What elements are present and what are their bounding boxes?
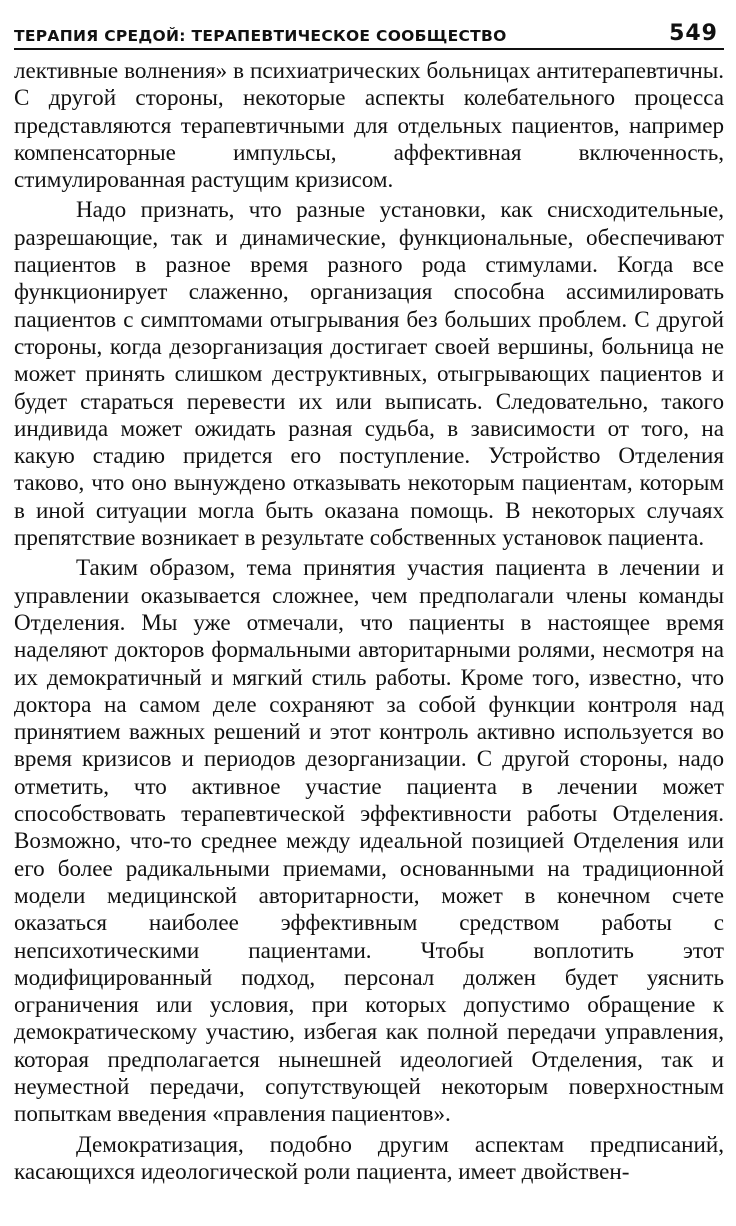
running-title: ТЕРАПИЯ СРЕДОЙ: ТЕРАПЕВТИЧЕСКОЕ СООБЩЕСТВО xyxy=(14,27,507,45)
paragraph-continued: лективные волнения» в психиатрических больницах антитерапевтичны. С другой стороны, некоторые аспекты колебательного процесса представляются терапевтичными для отдельных пациентов, например компенсаторные импульсы, аффективная включенность, стимулированная растущим кризисом. xyxy=(14,57,724,193)
page-number: 549 xyxy=(669,21,718,46)
paragraph: Таким образом, тема принятия участия пациента в лечении и управлении оказывается сложнее, чем предполагали члены команды Отделения. Мы уже отмечали, что пациенты в настоящее время наделяют докторов формальными авторитарными ролями, несмотря на их демократичный и мягкий стиль работы. Кроме того, известно, что доктора на самом деле сохраняют за собой функции контроля над принятием важных решений и этот контроль активно используется во время кризисов и периодов дезорганизации. С другой стороны, надо отметить, что активное участие пациента в лечении может способствовать терапевтической эффективности работы Отделения. Возможно, что-то среднее между идеальной позицией Отделения или его более радикальными приемами, основанными на традиционной модели медицинской авторитарности, может в конечном счете оказаться наиболее эффективным средством работы с непсихотическими пациентами. Чтобы воплотить этот модифицированный подход, персонал должен будет уяснить ограничения или условия, при которых допустимо обращение к демократическому участию, избегая как полной передачи управления, которая предполагается нынешней идеологией Отделения, так и неуместной передачи, сопутствующей некоторым поверхностным попыткам введения «правления пациентов». xyxy=(14,554,724,1127)
paragraph: Надо признать, что разные установки, как снисходительные, разрешающие, так и динамические, функциональные, обеспечивают пациентов в разное время разного рода стимулами. Когда все функционирует слаженно, организация способна ассимилировать пациентов с симптомами отыгрывания без больших проблем. С другой стороны, когда дезорганизация достигает своей вершины, больница не может принять слишком деструктивных, отыгрывающих пациентов и будет стараться перевести их или выписать. Следовательно, такого индивида может ожидать разная судьба, в зависимости от того, на какую стадию придется его поступление. Устройство Отделения таково, что оно вынуждено отказывать некоторым пациентам, которым в иной ситуации могла быть оказана помощь. В некоторых случаях препятствие возникает в результате собственных установок пациента. xyxy=(14,196,724,551)
body-text xyxy=(14,57,724,1185)
paragraph: Демократизация, подобно другим аспектам предписаний, касающихся идеологической роли пациента, имеет двойствен- xyxy=(14,1130,724,1184)
running-head xyxy=(14,20,724,50)
